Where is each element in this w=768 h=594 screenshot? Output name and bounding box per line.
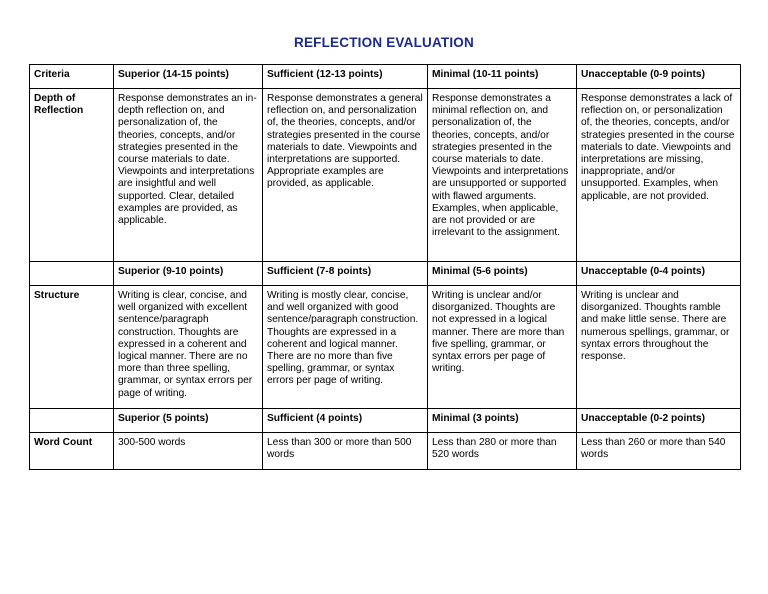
structure-header-row <box>30 262 741 286</box>
wordcount-row <box>30 433 741 470</box>
wordcount-header-row <box>30 409 741 433</box>
structure-header-sufficient-cell: Sufficient (7-8 points) <box>263 262 428 286</box>
header-unacceptable-cell: Unacceptable (0-9 points) <box>577 65 741 89</box>
structure-header-unacceptable-cell: Unacceptable (0-4 points) <box>577 262 741 286</box>
structure-sufficient-cell: Writing is mostly clear, concise, and well organized with good sentence/paragraph construction. Thoughts are expressed in a coherent and logical manner. There are no more than five spelling, grammar, or syntax errors per page of writing. <box>263 286 428 409</box>
wordcount-header-criteria-cell <box>30 409 114 433</box>
structure-minimal-cell: Writing is unclear and/or disorganized. Thoughts are not expressed in a logical manner. There are more than five spelling, grammar, or syntax errors per page of writing. <box>428 286 577 409</box>
structure-row <box>30 286 741 409</box>
wordcount-header-superior-cell: Superior (5 points) <box>114 409 263 433</box>
header-minimal-cell: Minimal (10-11 points) <box>428 65 577 89</box>
wordcount-criterion-cell: Word Count <box>30 433 114 470</box>
wordcount-superior-cell: 300-500 words <box>114 433 263 470</box>
rubric-table <box>29 64 741 470</box>
wordcount-header-unacceptable-cell: Unacceptable (0-2 points) <box>577 409 741 433</box>
depth-row <box>30 89 741 262</box>
structure-criterion-cell: Structure <box>30 286 114 409</box>
header-row <box>30 65 741 89</box>
header-superior-cell: Superior (14-15 points) <box>114 65 263 89</box>
page-title: REFLECTION EVALUATION <box>294 35 474 50</box>
structure-unacceptable-cell: Writing is unclear and disorganized. Thoughts ramble and make little sense. There are numerous spellings, grammar, or syntax errors throughout the response. <box>577 286 741 409</box>
wordcount-minimal-cell: Less than 280 or more than 520 words <box>428 433 577 470</box>
structure-superior-cell: Writing is clear, concise, and well organized with excellent sentence/paragraph construction. Thoughts are expressed in a coherent and logical manner. There are no more than three spelling, grammar, or syntax errors per page of writing. <box>114 286 263 409</box>
wordcount-unacceptable-cell: Less than 260 or more than 540 words <box>577 433 741 470</box>
structure-header-criteria-cell <box>30 262 114 286</box>
header-sufficient-cell: Sufficient (12-13 points) <box>263 65 428 89</box>
wordcount-header-minimal-cell: Minimal (3 points) <box>428 409 577 433</box>
wordcount-header-sufficient-cell: Sufficient (4 points) <box>263 409 428 433</box>
structure-header-superior-cell: Superior (9-10 points) <box>114 262 263 286</box>
header-criteria-cell: Criteria <box>30 65 114 89</box>
depth-minimal-cell: Response demonstrates a minimal reflection on, and personalization of, the theories, concepts, and/or strategies presented in the course materials to date. Viewpoints and interpretations are unsupported or supported with flawed arguments. Examples, when applicable, are not provided or are irrelevant to the assignment. <box>428 89 577 262</box>
depth-criterion-cell: Depth of Reflection <box>30 89 114 262</box>
structure-header-minimal-cell: Minimal (5-6 points) <box>428 262 577 286</box>
wordcount-sufficient-cell: Less than 300 or more than 500 words <box>263 433 428 470</box>
depth-sufficient-cell: Response demonstrates a general reflection on, and personalization of, the theories, concepts, and/or strategies presented in the course materials to date. Viewpoints and interpretations are supported. Appropriate examples are provided, as applicable. <box>263 89 428 262</box>
depth-superior-cell: Response demonstrates an in-depth reflection on, and personalization of, the theories, concepts, and/or strategies presented in the course materials to date. Viewpoints and interpretations are insightful and well supported. Clear, detailed examples are provided, as applicable. <box>114 89 263 262</box>
depth-unacceptable-cell: Response demonstrates a lack of reflection on, or personalization of, the theories, concepts, and/or strategies presented in the course materials to date. Viewpoints and interpretations are missing, inappropriate, and/or unsupported. Examples, when applicable, are not provided. <box>577 89 741 262</box>
